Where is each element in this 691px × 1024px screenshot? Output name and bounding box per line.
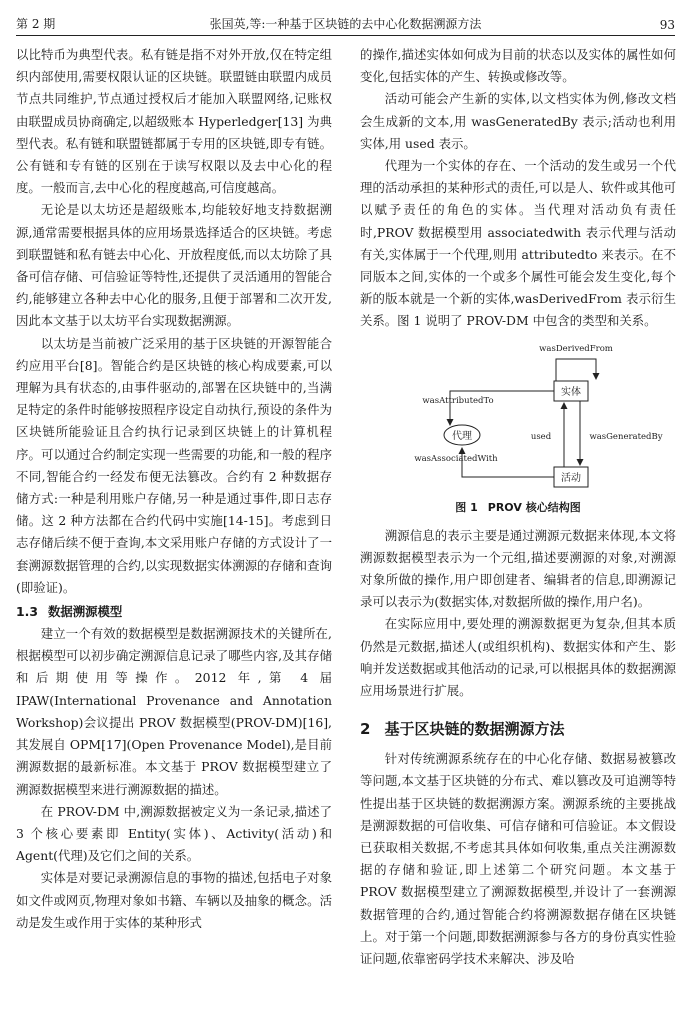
activity-label: 活动 <box>561 472 581 484</box>
paragraph: 活动可能会产生新的实体,以文档实体为例,修改文档会生成新的文本,用 wasGeneratedBy 表示;活动也利用实体,用 used 表示。 <box>360 91 676 151</box>
used-label: used <box>530 431 552 442</box>
paragraph: 建立一个有效的数据模型是数据溯源技术的关键所在,根据模型可以初步确定溯源信息记录了哪些内容,及其存储和后期使用等操作。2012 年,第 4 届 IPAW(International Provenance and Annotation Workshop)会议提出 PROV 数据模型(PROV-DM)[16],其发展自 OPM[17](Open Provenance Model),是目前溯源数据的最新标准。本文基于 PROV 数据模型建立了溯源数据模型来进行溯源数据的描述。 <box>16 626 332 797</box>
was-generated-by-label: wasGeneratedBy <box>589 431 663 442</box>
figure-caption <box>360 499 676 515</box>
section-title: 数据溯源模型 <box>47 604 123 620</box>
paragraph: 实体是对要记录溯源信息的事物的描述,包括电子对象如文件或网页,物理对象如书籍、车辆以及抽象的概念。活动是发生或作用于实体的某种形式 <box>16 870 332 930</box>
paragraph: 以比特币为典型代表。私有链是指不对外开放,仅在特定组织内部使用,需要权限认证的区块链。联盟链由联盟内成员节点共同维护,节点通过授权后才能加入联盟网络,记账权由联盟成员协商确定,以超级账本 Hyperledger[13] 为典型代表。私有链和联盟链都属于专用的区块链,即专有链。公有链和专有链的区别在于读写权限以及去中心化的程度。一般而言,去中心化的程度越高,可信度越高。 <box>16 47 332 196</box>
paragraph: 溯源信息的表示主要是通过溯源元数据来体现,本文将溯源数据模型表示为一个元组,描述要溯源的对象,对溯源对象所做的操作,用户即创建者、编辑者的信息,即溯源记录可以表示为(数据实体,对数据所做的操作,用户名)。 <box>360 527 676 610</box>
section-number: 1.3 <box>16 604 38 620</box>
section-heading-2 <box>360 718 676 740</box>
agent-label: 代理 <box>452 430 472 442</box>
figure-title: PROV 核心结构图 <box>487 500 581 514</box>
was-attributed-to-label: wasAttributedTo <box>422 395 494 406</box>
page-header <box>16 10 675 36</box>
right-column <box>360 44 676 970</box>
paragraph: 的操作,描述实体如何成为目前的状态以及实体的属性如何变化,包括实体的产生、转换或修改等。 <box>360 47 676 85</box>
section-title: 基于区块链的数据溯源方法 <box>384 720 565 739</box>
prov-diagram-svg <box>360 337 676 497</box>
left-column <box>16 44 332 934</box>
paragraph: 以太坊是当前被广泛采用的基于区块链的开源智能合约应用平台[8]。智能合约是区块链的核心构成要素,可以理解为具有状态的,由事件驱动的,部署在区块链中的,当满足特定的条件时能够按照程序设定自动执行,预设的条件为区块链所能验证且合约执行记录到区块链上的计算机程序。可以通过合约制定实现一些需要的功能,和一般的程序不同,智能合约一经发布便无法篡改。合约有 2 种数据存储方式:一种是利用账户存储,另一种是通过事件,即日志存储。这 2 种方法都在合约代码中实施[14-15]。考虑到日志存储后续不便于查询,本文采用账户存储的方式设计了一套溯源数据管理的合约,以实现数据实体溯源的存储和查询(即验证)。 <box>16 335 332 595</box>
was-associated-with-label: wasAssociatedWith <box>414 453 498 464</box>
paragraph: 在 PROV-DM 中,溯源数据被定义为一条记录,描述了 3 个核心要素即 Entity(实体)、Activity(活动)和 Agent(代理)及它们之间的关系。 <box>16 803 332 864</box>
prov-core-diagram <box>360 337 676 497</box>
was-derived-from-label: wasDerivedFrom <box>539 343 613 354</box>
paragraph: 针对传统溯源系统存在的中心化存储、数据易被篡改等问题,本文基于区块链的分布式、难以篡改及可追溯等特性提出基于区块链的数据溯源方案。溯源系统的主要挑战是溯源数据的可信收集、可信存储和可信验证。本文假设已获取相关数据,不考虑其具体如何收集,重点关注溯源数据的存储和验证,即上述第二个研究问题。本文基于 PROV 数据模型建立了溯源数据模型,并设计了一套溯源数据管理的合约,通过智能合约将溯源数据存储在区块链上。对于第一个问题,即数据溯源参与各方的身份真实性验证问题,依靠密码学技术来解决、涉及哈 <box>360 751 676 967</box>
figure-number: 图 1 <box>455 500 478 514</box>
paragraph: 在实际应用中,要处理的溯源数据更为复杂,但其本质仍然是元数据,描述人(或组织机构)、数据实体和产生、影响并发送数据或其他活动的记录,可以根据具体的数据溯源应用场景进行扩展。 <box>360 616 676 699</box>
paragraph: 代理为一个实体的存在、一个活动的发生或另一个代理的活动承担的某种形式的责任,可以是人、软件或其他可以赋予责任的角色的实体。当代理对活动负有责任时,PROV 数据模型用 associatedwith 表示代理与活动有关,实体属于一个代理,则用 attributedto 来表示。在不同版本之间,实体的一个或多个属性可能会发生变化,每个新的版本就是一个新的实体,wasDerivedFrom 表示衍生关系。图 1 说明了 PROV-DM 中包含的类型和关系。 <box>360 158 676 329</box>
section-number: 2 <box>360 720 371 739</box>
page-number: 93 <box>659 18 675 32</box>
issue-number: 第 2 期 <box>16 17 56 31</box>
entity-label: 实体 <box>561 386 581 398</box>
section-heading-1-3 <box>16 601 332 623</box>
paragraph: 无论是以太坊还是超级账本,均能较好地支持数据溯源,通常需要根据具体的应用场景选择适合的区块链。考虑到联盟链和私有链去中心化、开放程度低,而以太坊除了具备可信存储、可信验证等特性,还提供了灵活通用的智能合约,能够建立各种去中心化的服务,且便于部署和二次开发,因此本文基于以太坊平台实现数据溯源。 <box>16 202 332 329</box>
running-title: 张国英,等:一种基于区块链的去中心化数据溯源方法 <box>209 17 482 31</box>
